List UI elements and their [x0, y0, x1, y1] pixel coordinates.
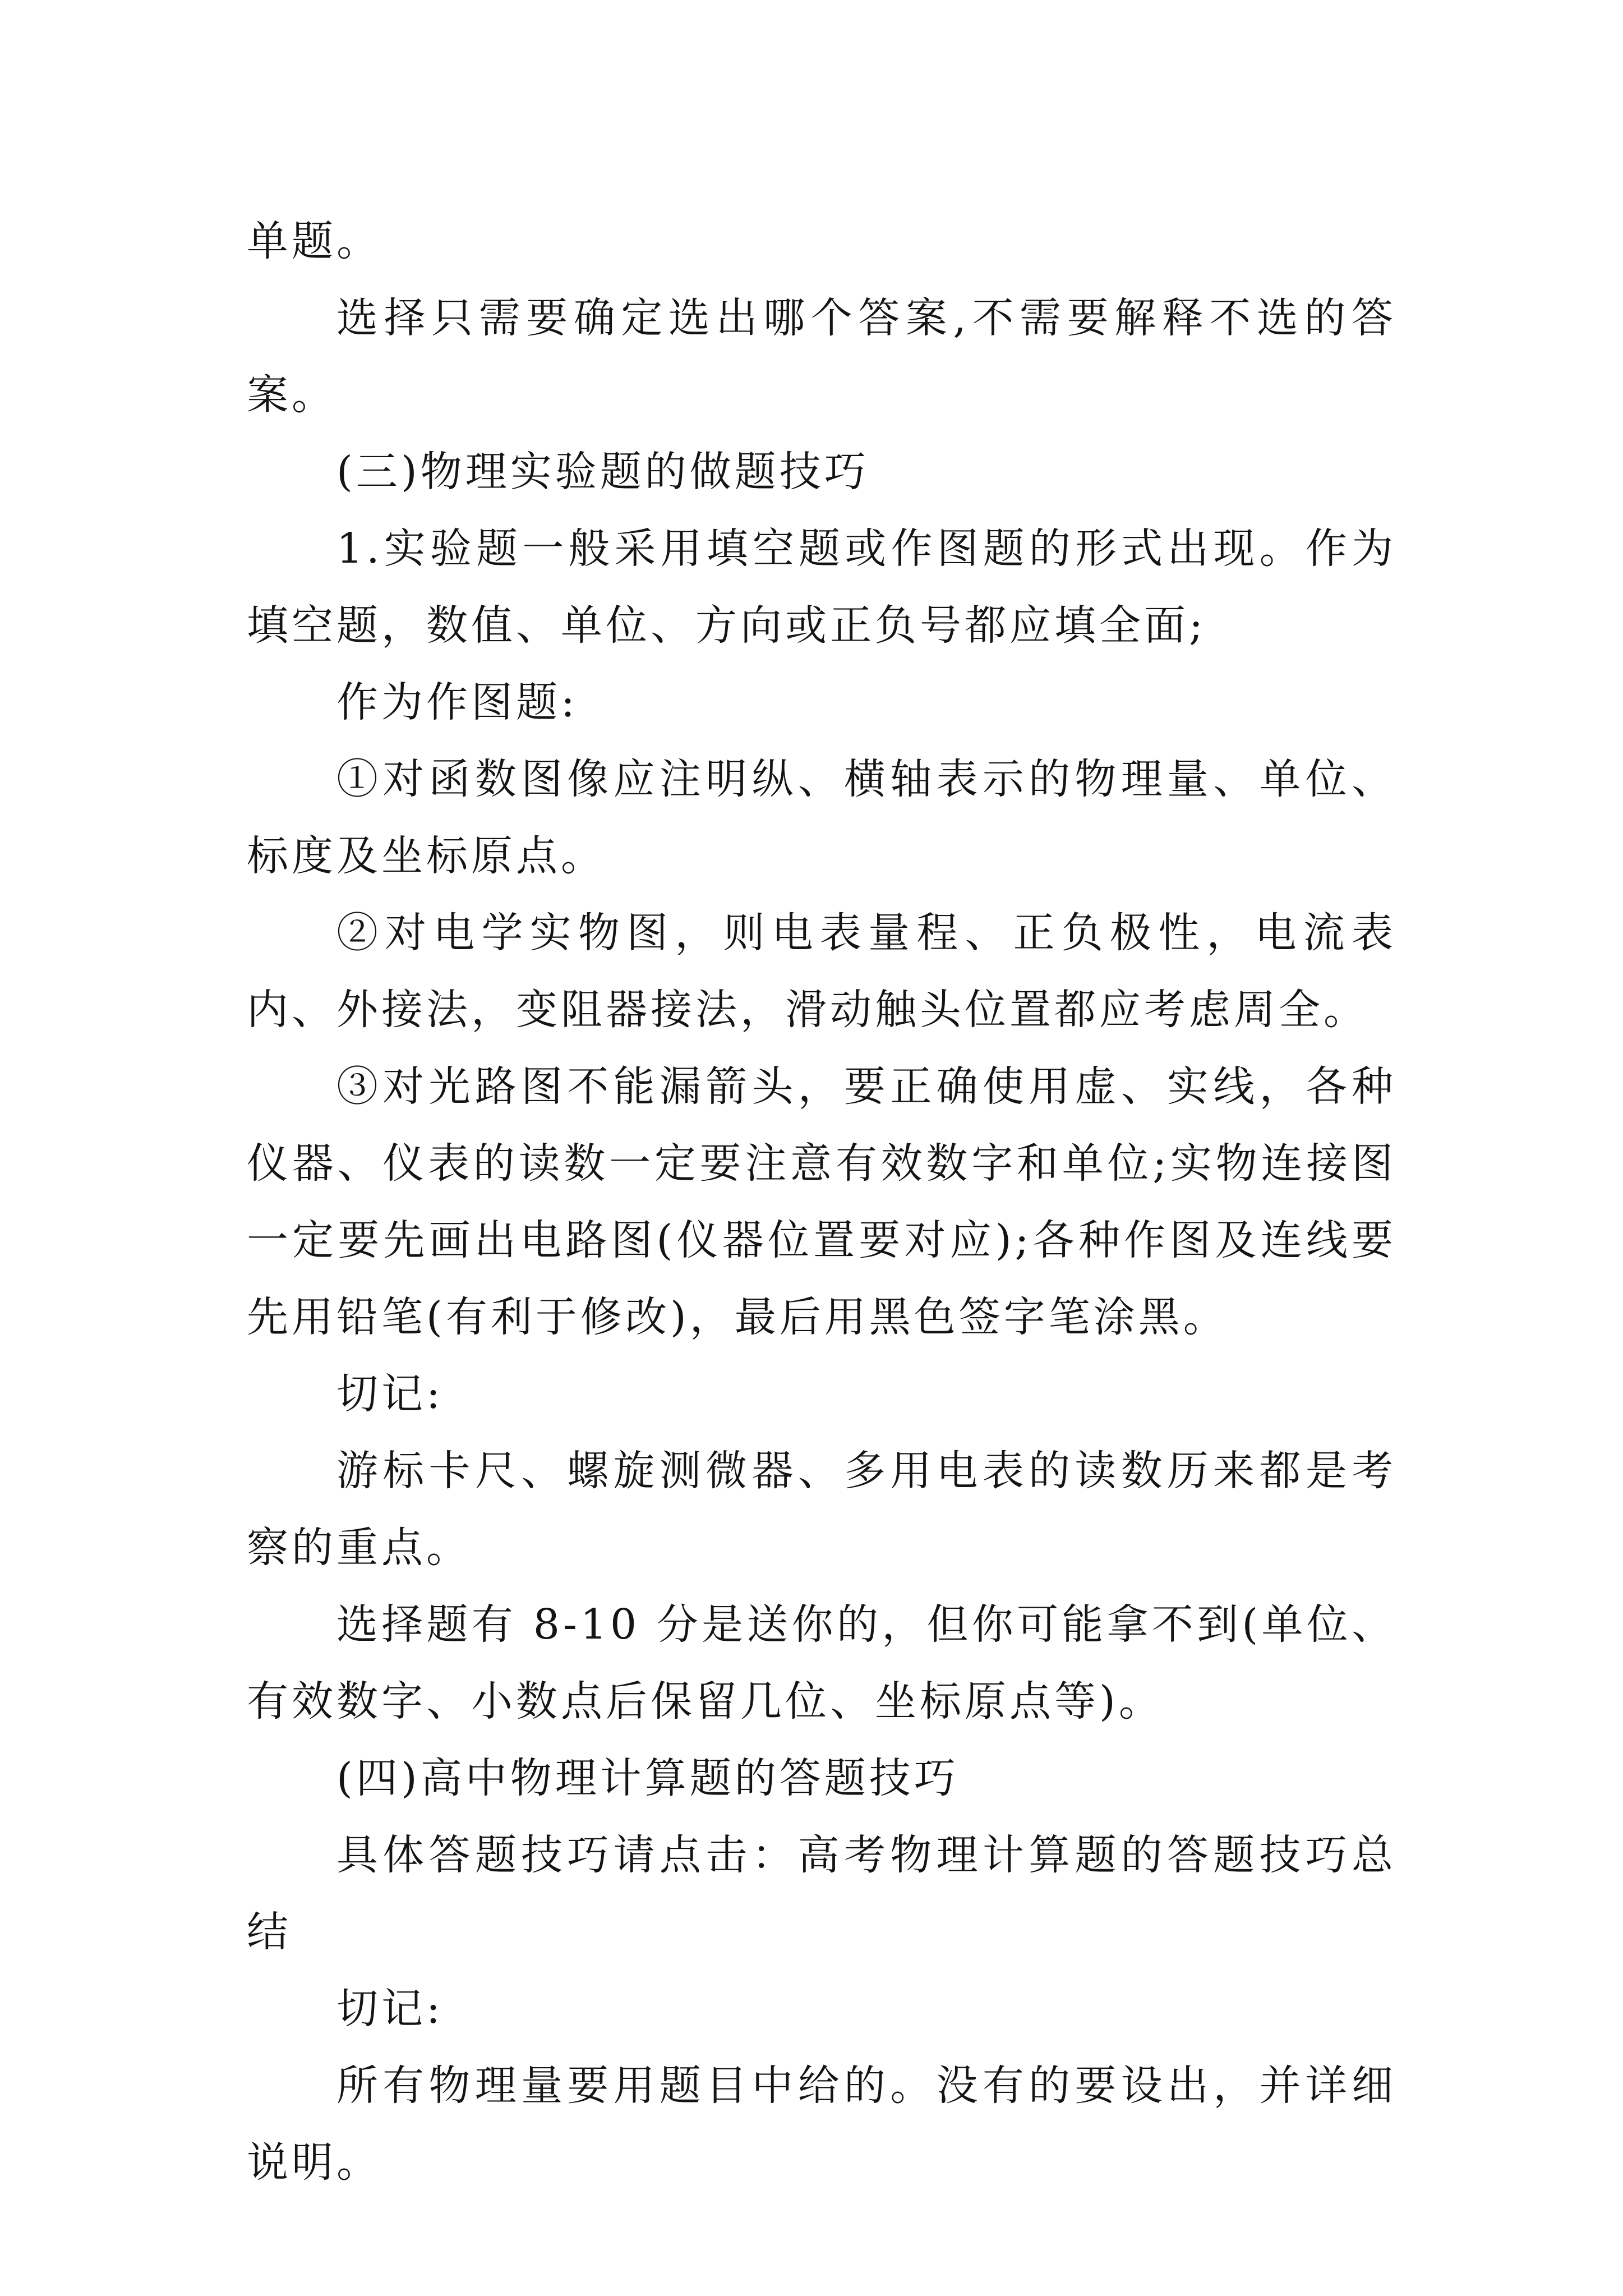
paragraph-4: 1.实验题一般采用填空题或作图题的形式出现。作为填空题，数值、单位、方向或正负号都应填全面; — [247, 524, 1396, 650]
paragraph-2: 选择只需要确定选出哪个答案,不需要解释不选的答案。 — [247, 294, 1396, 419]
paragraph-10: 游标卡尺、螺旋测微器、多用电表的读数历来都是考察的重点。 — [247, 1447, 1396, 1572]
list-item-3: ③对光路图不能漏箭头，要正确使用虚、实线，各种仪器、仪表的读数一定要注意有效数字和单位;实物连接图一定要先画出电路图(仪器位置要对应);各种作图及连线要先用铅笔(有利于修改)，最后用黑色签字笔涂黑。 — [247, 1062, 1396, 1341]
paragraph-5: 作为作图题: — [336, 678, 578, 726]
list-item-2: ②对电学实物图，则电表量程、正负极性，电流表内、外接法，变阻器接法，滑动触头位置都应考虑周全。 — [247, 909, 1396, 1034]
document-body — [247, 203, 1396, 2201]
paragraph-11: 选择题有 8-10 分是送你的，但你可能拿不到(单位、有效数字、小数点后保留几位、坐标原点等)。 — [247, 1600, 1396, 1726]
note-label-2: 切记: — [336, 1985, 444, 2033]
section-heading-calculation: (四)高中物理计算题的答题技巧 — [336, 1754, 959, 1802]
section-heading-experiment: (三)物理实验题的做题技巧 — [336, 448, 869, 496]
paragraph-15: 所有物理量要用题目中给的。没有的要设出，并详细说明。 — [247, 2062, 1396, 2187]
paragraph-13: 具体答题技巧请点击：高考物理计算题的答题技巧总结 — [247, 1831, 1396, 1956]
paragraph-1: 单题。 — [247, 217, 381, 265]
note-label-1: 切记: — [336, 1370, 444, 1418]
list-item-1: ①对函数图像应注明纵、横轴表示的物理量、单位、标度及坐标原点。 — [247, 755, 1396, 880]
